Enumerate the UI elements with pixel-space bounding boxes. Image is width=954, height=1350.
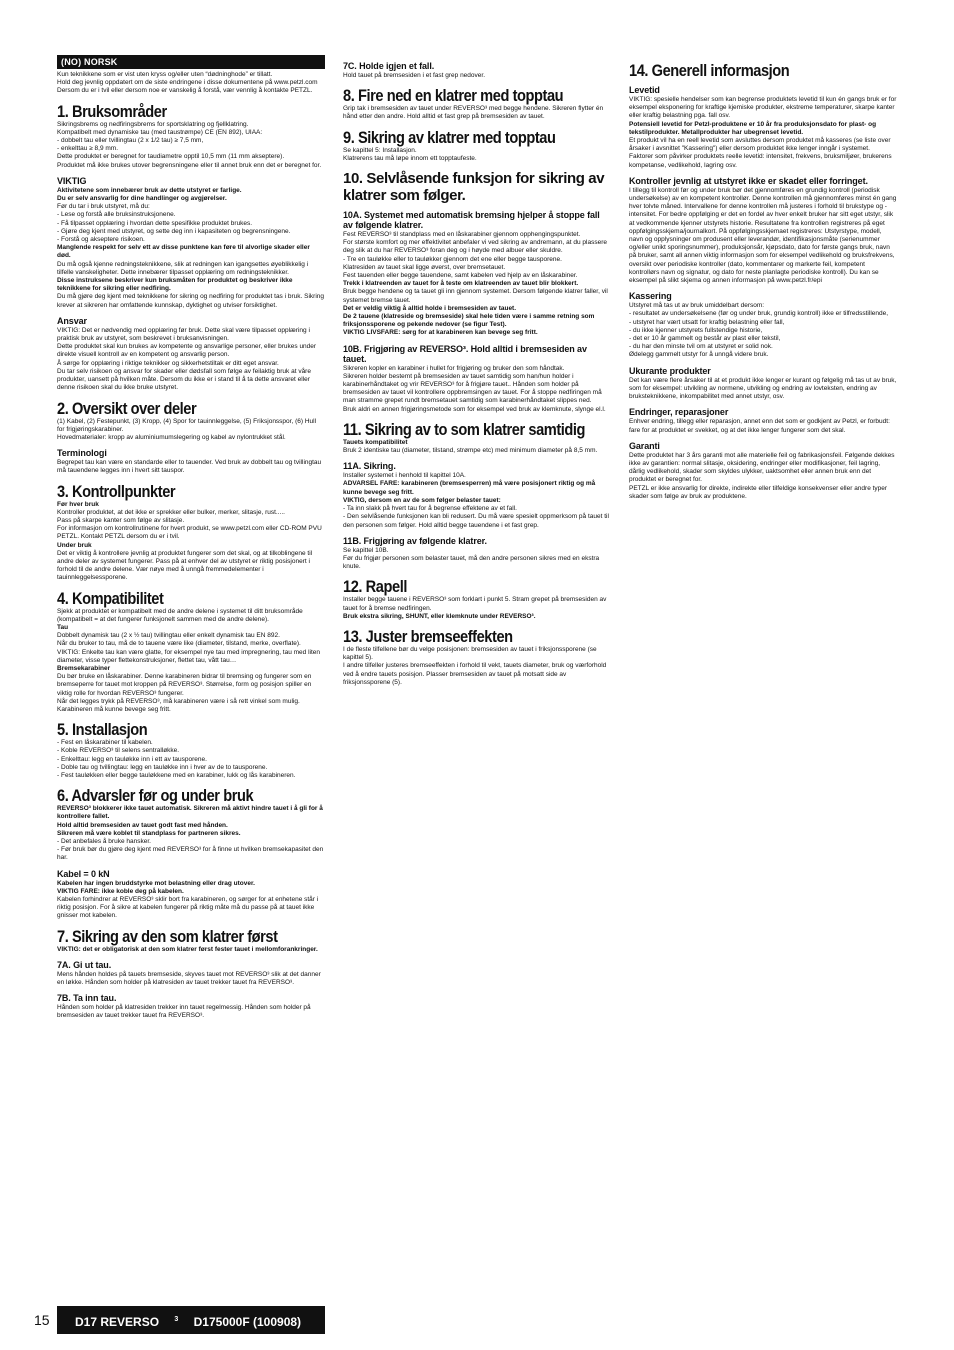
section-heading: 5. Installasjon (57, 720, 148, 740)
paragraph: Installer systemet i henhold til kapittel 10A. (343, 472, 466, 480)
paragraph: Grip tak i bremsesiden av tauet under REVERSO³ med begge hendene. Sikreren flytter én hånd etter den andre. Hold alltid et fast grep på bremsesiden av tauet. (343, 105, 604, 121)
paragraph: Før du tar i bruk utstyret, må du: - Lese og forstå alle bruksinstruksjonene. - Få tilpasset opplæring i hvordan dette spesifikke produktet brukes. - Gjøre deg kjent med utstyret, og sette deg inn i kapasiteten og begrensningene. - Forstå og akseptere risikoen. (57, 203, 291, 244)
section-heading: 12. Rapell (343, 577, 407, 597)
section-heading: 9. Sikring av klatrer med topptau (343, 127, 556, 147)
bold-paragraph: Tauets kompatibilitet (343, 438, 408, 446)
paragraph: Installer begge tauene i REVERSO³ som forklart i punkt 5. Stram grepet på bremsesiden av tauet for å bremse nedfiringen. (343, 596, 607, 612)
section-heading: 13. Juster bremseeffekten (343, 626, 513, 646)
paragraph: Dette produktet har 3 års garanti mot alle materielle feil og fabrikasjonsfeil. Følgende dekkes ikke av garantien: normal slitasje, oksidering, endringer eller modifikasjoner, feil lagring, dårlig vedlikehold, skader som skyldes ulykker, uaktsomhet eller annen bruk enn det produktet er beregnet for. PETZL er ikke ansvarlig for direkte, indirekte eller tilfeldige konsekvenser eller andre typer skader som følge av bruk av produktene. (629, 451, 895, 500)
footer-bar (57, 1306, 325, 1334)
section-heading: 14. Generell informasjon (629, 61, 790, 80)
bold-paragraph: Før hver bruk (57, 500, 99, 508)
paragraph: Kabelen forhindrer at REVERSO³ sklir bort fra karabineren, og sørger for at enhetene står i riktig posisjon. For å sikre at kabelen fungerer på riktig måte må du passe på at tauet ikke gnisser mot kabelen. (57, 896, 319, 920)
bold-paragraph: Tau (57, 623, 69, 631)
paragraph: (1) Kabel, (2) Festepunkt, (3) Kropp, (4) Spor for tauinnleggelse, (5) Friksjonsspor, (6) Hull for frigjøringskarabiner. Hovedmaterialer: kropp av aluminiumumslegering og kabel av nylontrukket stål. (57, 417, 317, 441)
paragraph: Sikringsbrems og nedfiringsbrems for sportsklatring og fjellklatring. Kompatibelt med dynamiske tau (med taustrømpe) CE (EN 892), UIAA: - dobbelt tau eller tvillingtau (2 x 1/2 tau) ≥ 7,5 mm, - enkelttau ≥ 8,9 mm. Dette produktet er beregnet for taudiametre opptil 10,5 mm (11 mm akseptere). Produktet må ikke brukes utover begrensningene eller til annet bruk enn det er beregnet for. (57, 120, 322, 169)
footer-code: D175000F (100908) (193, 1315, 302, 1329)
page-footer (0, 1306, 954, 1334)
paragraph: Du må gjøre deg kjent med teknikkene for sikring og nedfiring for produktet tas i bruk. Sikring krever at sikreren har omfattende kunnskap, dyktighet og utviser forsiktighet. (57, 293, 324, 309)
paragraph: - Det anbefales å bruke hansker. - Før bruk bør du gjøre deg kjent med REVERSO³ for å finne ut hvilken bremsekapasitet den har. (57, 838, 324, 862)
section-heading: 3. Kontrollpunkter (57, 481, 176, 501)
page-number: 15 (34, 1312, 50, 1328)
subsection-heading: Ansvar (57, 315, 87, 326)
subsection-heading: 11B. Frigjøring av følgende klatrer. (343, 535, 487, 546)
footer-model-sup: 3 (174, 1316, 179, 1323)
bold-paragraph: ADVARSEL FARE: karabineren (bremsesperren) må være posisjonert riktig og må kunne bevege seg fritt. VIKTIG, dersom en av de som følger belaster tauet: (343, 480, 596, 504)
subsection-heading: Levetid (629, 85, 660, 95)
subsection-heading: 7C. Holde igjen et fall. (343, 61, 435, 71)
subsection-heading: 7B. Ta inn tau. (57, 993, 117, 1004)
paragraph: VIKTIG: Det er nødvendig med opplæring før bruk. Dette skal være tilpasset opplæring i praktisk bruk av utstyret, som beskrevet i bruksanvisningen. Dette produktet skal kun brukes av kompetente og ansvarlige personer, eller brukes under direkte visuell kontroll av en kompetent og ansvarlig person. Å sørge for opplæring i riktige teknikker og sikkerhetstiltak er ditt eget ansvar. Du tar selv risikoen og ansvar for skader eller dødsfall som følge av feilaktig bruk at våre produkter, uansett på hvilken måte. Dersom du ikke er i stand til å ta dette ansvaret eller denne risikoen skal du ikke bruke utstyret. (57, 326, 317, 392)
bold-paragraph: Manglende respekt for selv ett av disse punktene kan føre til alvorlige skader eller død. (57, 244, 310, 260)
subsection-heading: Terminologi (57, 448, 107, 459)
paragraph: Sjekk at produktet er kompatibelt med de andre delene i systemet til ditt bruksområde (kompatibelt = at det fungerer funksjonelt sammen med de andre delene). (57, 607, 303, 623)
column-3 (629, 55, 897, 501)
paragraph: - Ta inn slakk på hvert tau for å begrense effektene av et fall. - Den selvlåsende funksjonen kan bli redusert. Du må være spesielt oppmerksom på tauet til den personen som følger. Hold alltid begge tauendene i et fast grep. (343, 505, 609, 529)
paragraph: Du må også kjenne redningsteknikkene, slik at redningen kan igangsettes øyeblikkelig i tilfelle vanskeligheter. Dette innebærer tilpasset opplæring om redningsteknikker. (57, 260, 309, 276)
bold-paragraph: Bruk ekstra sikring, SHUNT, eller klemknute under REVERSO³. (343, 612, 536, 620)
paragraph: Du bør bruke en låskarabiner. Denne karabineren bidrar til bremsing og fungerer som en bremseperre for tauet mot kroppen på REVERSO³. Størrelse, form og posisjon spiller en viktig rolle for hvordan REVERSO³ fungerer. Når det legges trykk på REVERSO³, må karabineren være i så rett vinkel som mulig. Karabineren må kunne bevege seg fritt. (57, 673, 312, 713)
paragraph: Bruk begge hendene og ta tauet gli inn gjennom systemet. Dersom følgende klatrer faller, vil systemet bremse tauet. (343, 288, 608, 304)
paragraph: Hold tauet på bremsesiden i et fast grep nedover. (343, 72, 486, 79)
paragraph: Utstyret må tas ut av bruk umiddelbart dersom: - resultatet av undersøkelsene (før og under bruk, grundig kontroll) ikke er tilfredsstillende, - utstyret har vært utsatt for kraftig belastning eller fall, - du ikke kjenner utstyrets fullstendige historie, - det er 10 år gammelt og består av plast eller tekstil, - du har den minste tvil om at utstyret er solid nok. Ødelegg gammelt utstyr for å unngå videre bruk. (629, 302, 889, 359)
column-1 (57, 55, 325, 1021)
paragraph: I tillegg til kontroll før og under bruk bør det gjennomføres en grundig kontroll (periodisk undersøkelse) av en kompetent kontrollør. Denne kontrollen må gjennomføres minst én gang hver tolvte måned. Intervallene for denne kontrollen må justeres i forhold til brukstype og -intensitet. For bedre oppfølging er det en fordel av hver enkelt bruker har sitt eget utstyr, slik at vedkommende kjenner utstyrets historie. Resultatene fra kontrollen registreres på eget oppfølgingsskjema/journalkort. På oppfølgingsskjemaet registreres: Utstyrstype, modell, navn og opplysninger om produsent eller leverandør, identifikasjonsmåte (serienummer og/eller unikt sporingsnummer), produksjonsår, kjøpsdato, dato for første gangs bruk, navn på bruker, samt all annen viktig informasjon som for eksempel vedlikehold og bruksfrekvens, oversikt over periodiske kontroller (dato, kommentarer og markerte feil, kompetent kontrollørs navn og signatur, og dato for neste planlagte periodiske kontroll). Du kan se eksempel på slikt skjema og annen informasjon på www.petzl.fr/epi (629, 186, 897, 285)
paragraph: VIKTIG: spesielle hendelser som kan begrense produktets levetid til kun én gangs bruk er for eksempel eksponering for kraftige kjemiske produkter, ekstreme temperaturer, skarpe kanter eller kraftig belastning pga. fall osv. (629, 96, 897, 120)
paragraph: Enhver endring, tillegg eller reparasjon, annet enn det som er godkjent av Petzl, er forbudt: fare for at produktet er svekket, og at det ikke lenger fungerer som det skal. (629, 418, 890, 434)
subsection-heading: Garanti (629, 440, 660, 451)
subsection-heading: Ukurante produkter (629, 365, 711, 376)
subsection-heading: 11A. Sikring. (343, 461, 396, 472)
subsection-heading: VIKTIG (57, 175, 87, 186)
paragraph: Bruk 2 identiske tau (diameter, tilstand, strømpe etc) med minimum diameter på 8,5 mm. (343, 447, 598, 455)
bold-paragraph: VIKTIG: det er obligatorisk at den som klatrer først fester tauet i mellomforankringer. (57, 945, 318, 953)
subsection-heading: 10A. Systemet med automatisk bremsing hjelper å stoppe fall av følgende klatrer. (343, 210, 600, 231)
subsection-heading: 10B. Frigjøring av REVERSO³. Hold alltid i bremsesiden av tauet. (343, 343, 587, 364)
paragraph: Dobbelt dynamisk tau (2 x ½ tau) tvillingtau eller enkelt dynamisk tau EN 892. Når du bruker to tau, må de to tauene være like (diameter, tilstand, merke, overflate). VIKTIG: Enkelte tau kan være glatte, for eksempel nye tau med impregnering, tau med liten diameter, visse typer flettekonstruksjoner, flettet tau, vått tau… (57, 632, 321, 664)
paragraph: Det kan være flere årsaker til at et produkt ikke lenger er kurant og følgelig må tas ut av bruk, som for eksempel: utvikling av normene, utvikling og endring av lovteksten, endring av bruksteknikkene, inkompabilitet med annet utstyr, osv. (629, 376, 897, 401)
section-heading: 7. Sikring av den som klatrer først (57, 926, 278, 946)
footer-model-text: D17 REVERSO (75, 1315, 160, 1329)
column-2 (343, 55, 611, 687)
bold-paragraph: Potensiell levetid for Petzl-produktene er 10 år fra produksjonsdato for plast- og tekstilprodukter. Metallprodukter har ubegrenset levetid. (629, 120, 877, 136)
paragraph: Hånden som holder på klatresiden trekker inn tauet regelmessig. Hånden som holder på bremsesiden av tauet trekker tauet fra REVERSO³. (57, 1004, 311, 1020)
bold-paragraph: Kabelen har ingen bruddstyrke mot belastning eller drag utover. VIKTIG FARE: ikke koble deg på kabelen. (57, 879, 255, 895)
language-header: (NO) NORSK (57, 55, 325, 69)
subsection-heading: Endringer, reparasjoner (629, 407, 729, 418)
section-heading: 1. Bruksområder (57, 101, 167, 121)
subsection-heading: Kassering (629, 291, 672, 302)
bold-paragraph: Bremsekarabiner (57, 664, 111, 672)
bold-paragraph: Aktivitetene som innebærer bruk av dette utstyret er farlige. Du er selv ansvarlig for dine handlinger og avgjørelser. (57, 186, 242, 203)
paragraph: Det er viktig å kontrollere jevnlig at produktet fungerer som det skal, og at tilkoblingene til andre deler av systemet fungerer. Pass på at enhver del av utstyret er riktig posisjonert i forhold til de andre delene. Vær nøye med å unngå fremmedelementer i tauinnleggelsessporene. (57, 549, 313, 582)
bold-paragraph: Disse instruksene beskriver kun bruksmåten for produktet og beskriver ikke teknikkene for sikring eller nedfiring. (57, 277, 293, 293)
section-heading: 6. Advarsler før og under bruk (57, 786, 254, 806)
bold-paragraph: Det er veldig viktig å alltid holde i bremsesiden av tauet. De 2 tauene (klatreside og bremseside) skal hele tiden være i samme retning som friksjonssporene og pekende nedover (se figur Test). VIKTIG LIVSFARE: sørg for at karabineren kan bevege seg fritt. (343, 304, 595, 337)
subsection-heading: Kontroller jevnlig at utstyret ikke er skadet eller forringet. (629, 175, 868, 186)
paragraph: Begrepet tau kan være en standarde eller to tauender. Ved bruk av dobbelt tau og tvillingtau må tauendene legges inn i hvert sitt tauspor. (57, 459, 322, 475)
paragraph: Se kapittel 5: Installasjon. Klatrerens tau må løpe innom ett topptaufeste. (343, 146, 477, 162)
subsection-heading: 7A. Gi ut tau. (57, 959, 112, 970)
paragraph: Mens hånden holdes på tauets bremseside, skyves tauet mot REVERSO³ slik at det danner en løkke. Hånden som holder på klatresiden av tauet trekker tauet fra REVERSO³. (57, 970, 321, 987)
bold-paragraph: REVERSO³ blokkerer ikke tauet automatisk. Sikreren må aktivt hindre tauet i å gli for å kontrollere fallet. Hold alltid bremsesiden av tauet godt fast med hånden. Sikreren må være koblet til standplass for partneren sikres. (57, 805, 323, 837)
paragraph: - Fest en låskarabiner til kabelen. - Koble REVERSO³ til selens sentralløkke. - Enkelttau: legg en tauløkke inn i ett av tausporene. - Doble tau og tvillingtau: legg en tauløkke inn i hver av de to tausporene. - Fest tauløkken eller begge tauløkkene med en karabiner, lukk og lås karabineren. (57, 739, 296, 779)
subsection-heading: Kabel = 0 kN (57, 868, 110, 879)
paragraph: Se kapittel 10B. Før du frigjør personen som belaster tauet, må den andre personen sikres med en ekstra knute. (343, 546, 600, 571)
paragraph: Sikreren kopler en karabiner i hullet for frigjøring og bruker den som håndtak. Sikreren holder bestemt på bremsesiden av tauet samtidig som han/hun holder i karabinerhåndtaket og vrir REVERSO³ for å frigjøre tauet.. Hånden som holder på bremsesiden av tauet vil kontrollere oppbremsingen av tauet. For å stoppe nedfiringen må man stramme grepet rundt bremsetauet samtidig som karabinerhåndtaket slippes ned. Bruk aldri en annen frigjøringsmetode som for eksempel ved bruk av klemknute, slynge el.l. (343, 364, 606, 413)
section-heading: 10. Selvlåsende funksjon for sikring av klatrer som følger. (343, 170, 605, 205)
bold-paragraph: Under bruk (57, 541, 92, 549)
section-heading: 4. Kompatibilitet (57, 588, 164, 608)
paragraph: I de fleste tilfellene bør du velge posisjonen: bremsesiden av tauet i friksjonssporene (se kapittel 5). I andre tilfeller justeres bremseeffekten i forhold til vekt, tauets diameter, bruk og værforhold ved å endre tauets posisjon. Plasser bremsesiden av tauet på motsatt side av friksjonssporene (5). (343, 645, 607, 686)
bold-paragraph: Trekk i klatreenden av tauet for å teste om klatreenden av tauet blir blokkert. (343, 280, 579, 288)
section-heading: 8. Fire ned en klatrer med topptau (343, 86, 564, 106)
section-heading: 2. Oversikt over deler (57, 398, 197, 418)
footer-model (75, 1315, 178, 1329)
paragraph: Et produkt vil ha en reell levetid som avsluttes dersom produktet må kasseres (se liste over årsaker i avsnittet "Kassering") eller dersom produktet ikke lenger inngår i systemet. Faktorer som påvirker produktets reelle levetid: intensitet, frekvens, bruksmiljøer, brukerens kompetanse, vedlikehold, lagring osv. (629, 137, 892, 169)
section-heading: 11. Sikring av to som klatrer samtidig (343, 419, 586, 439)
paragraph: Kun teknikkene som er vist uten kryss og/eller uten “dødninghode” er tillatt. Hold deg jevnlig oppdatert om de siste endringene i disse dokumentene på www.petzl.com Dersom du er i tvil eller dersom noe er vanskelig å forstå, vær vennlig å kontakte PETZL. (57, 71, 318, 95)
paragraph: Fest REVERSO³ til standplass med en låskarabiner gjennom opphengingspunktet. For største komfort og mer effektivitet anbefaler vi ved sikring av andremann, at du plassere deg slik at du har REVERSO³ foran deg og i høyde med albuer eller skuldre. - Tre en tauløkke eller to tauløkker gjennom det ene eller begge tausporene. Klatresiden av tauet skal ligge øverst, over bremsetauet. Fest tauenden eller begge tauendene, samt kabelen ved hjelp av en låskarabiner. (343, 231, 607, 280)
paragraph: Kontroller produktet, at det ikke er sprekker eller bulker, merker, slitasje, rust..... Pass på skarpe kanter som følge av slitasje. For informasjon om kontrollrutinene for hvert produkt, se www.petzl.com eller CD-ROM PVU PETZL. Kontakt PETZL dersom du er i tvil. (57, 508, 322, 541)
